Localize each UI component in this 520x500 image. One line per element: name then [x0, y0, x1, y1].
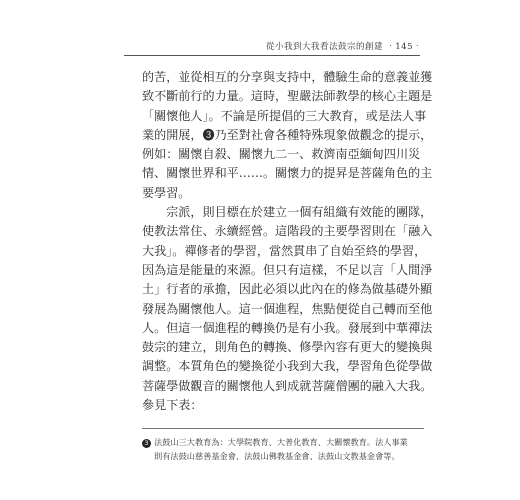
- text-line: 鼓宗的建立，則角色的轉換、修學內容有更大的變換與: [142, 340, 433, 355]
- text-line: 調整。本質角色的變換從小我到大我，學習角色從學做: [142, 359, 433, 374]
- text-line: 例如：關懷自殺、關懷九二一、救濟南亞緬甸四川災: [142, 147, 421, 162]
- text-line: 菩薩學做觀音的關懷他人到成就菩薩僧團的融入大我。: [142, 378, 433, 393]
- text-line: 「關懷他人」。不論是所提倡的三大教育，或是法人事: [142, 108, 427, 123]
- page-number: ‧145‧: [386, 42, 422, 52]
- footnote-text-1: 法鼓山三大教育為：大學院教育、大普化教育、大關懷教育。法人事業: [154, 437, 408, 447]
- text-line: 宗派，則目標在於建立一個有組織有效能的團隊，: [142, 205, 433, 220]
- header-rule: [124, 55, 420, 56]
- text-line: 大我」。禪修者的學習，當然貫串了自始至終的學習，: [142, 243, 427, 258]
- text-line: 參見下表：: [142, 398, 203, 413]
- footnote: [142, 436, 424, 463]
- text-line: 致不斷前行的力量。這時，聖嚴法師教學的核心主題是: [142, 89, 433, 104]
- text-line: 情、關懷世界和平……。關懷力的提昇是菩薩角色的主: [142, 166, 433, 181]
- footnote-rule: [142, 428, 424, 429]
- text-line: 業的開展，❸乃至對社會各種特殊現象做觀念的提示，: [142, 127, 433, 142]
- text-line: 因為這是能量的來源。但只有這樣，不足以言「人間淨: [142, 262, 433, 277]
- text-line: 使教法常住、永續經營。這階段的主要學習則在「融入: [142, 224, 433, 239]
- body-text: [142, 68, 433, 415]
- text-line: 的苦，並從相互的分享與支持中，體驗生命的意義並獲: [142, 70, 433, 84]
- text-line: 土」行者的承擔，因此必須以此內在的修為做基礎外顯: [142, 282, 433, 297]
- text-line: 要學習。: [142, 185, 191, 200]
- text-line: 發展為關懷他人。這一個進程，焦點便從自己轉而至他: [142, 301, 433, 316]
- footnote-marker: 3: [142, 439, 151, 448]
- text-line: 人。但這一個進程的轉換仍是有小我。發展到中華禪法: [142, 320, 433, 335]
- footnote-line-1: [142, 436, 424, 450]
- running-title: 從小我到大我看法鼓宗的創建: [266, 42, 384, 52]
- footnote-text-2: 則有法鼓山慈善基金會、法鼓山佛教基金會、法鼓山文教基金會等。: [154, 450, 400, 461]
- running-header: [266, 40, 422, 52]
